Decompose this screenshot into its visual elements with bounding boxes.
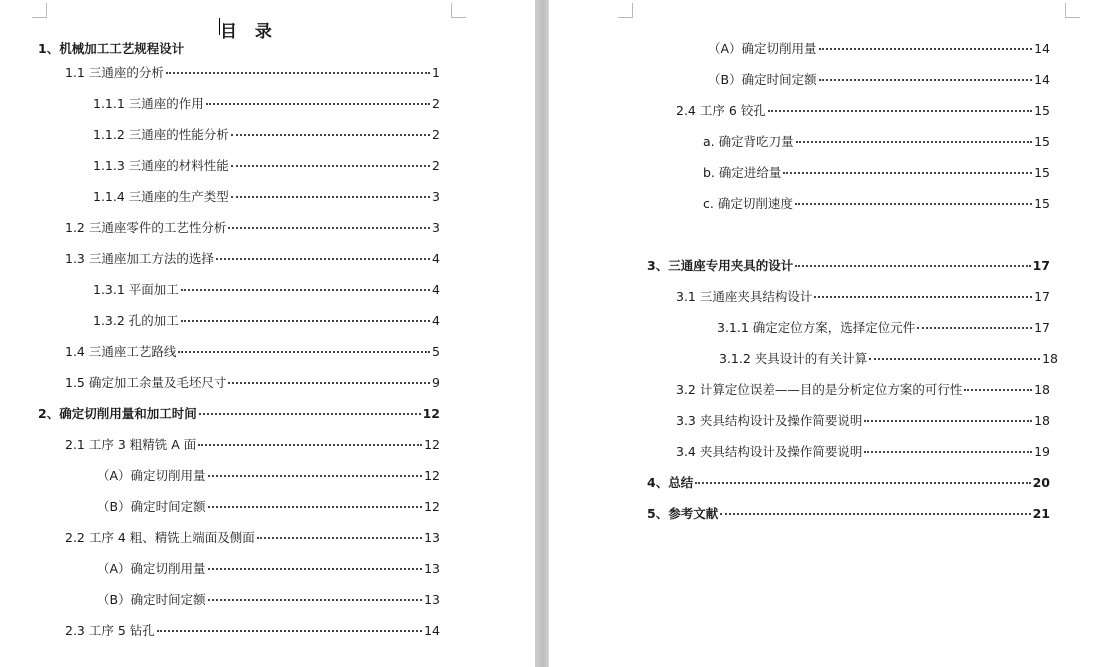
toc-entry-text: 1、机械加工工艺规程设计 [38, 41, 185, 56]
toc-page-number: 3 [432, 189, 440, 204]
toc-entry-text: b. 确定进给量 [703, 165, 782, 180]
toc-page-number: 4 [432, 313, 440, 328]
toc-entry[interactable] [38, 406, 440, 422]
toc-entry[interactable] [93, 313, 440, 329]
toc-entry[interactable] [703, 196, 1050, 212]
toc-page-number: 19 [1034, 444, 1050, 459]
toc-page-number: 13 [424, 530, 440, 545]
dot-leader [231, 196, 430, 198]
dot-leader [796, 141, 1032, 143]
dot-leader [216, 258, 430, 260]
dot-leader [166, 72, 430, 74]
dot-leader [917, 327, 1032, 329]
toc-entry-text: a. 确定背吃刀量 [703, 134, 794, 149]
toc-entry[interactable] [93, 96, 440, 112]
toc-page-number: 12 [424, 499, 440, 514]
toc-entry[interactable] [676, 289, 1050, 305]
toc-entry[interactable] [93, 189, 440, 205]
crop-mark-top-right [451, 3, 466, 18]
dot-leader [257, 537, 422, 539]
toc-entry-text: （A）确定切削用量 [97, 468, 206, 483]
toc-entry-text: 1.1.2 三通座的性能分析 [93, 127, 229, 142]
toc-page-number: 12 [424, 468, 440, 483]
toc-entry-text: 1.3.1 平面加工 [93, 282, 179, 297]
toc-page-number: 2 [432, 96, 440, 111]
dot-leader [231, 165, 430, 167]
dot-leader [178, 351, 430, 353]
toc-entry[interactable] [65, 375, 440, 391]
toc-entry[interactable] [93, 158, 440, 174]
dot-leader [199, 413, 421, 415]
toc-page-number: 14 [424, 623, 440, 638]
toc-entry-text: 3.3 夹具结构设计及操作简要说明 [676, 413, 863, 428]
toc-page-number: 4 [432, 251, 440, 266]
dot-leader [720, 513, 1030, 515]
toc-entry-text: （B）确定时间定额 [708, 72, 817, 87]
toc-entry[interactable] [65, 65, 440, 81]
dot-leader [783, 172, 1032, 174]
toc-entry[interactable] [708, 72, 1050, 88]
toc-entry-text: （B）确定时间定额 [97, 499, 206, 514]
toc-entry[interactable] [65, 530, 440, 546]
toc-entry-text: 1.3 三通座加工方法的选择 [65, 251, 214, 266]
toc-page-number: 15 [1034, 165, 1050, 180]
toc-page-number: 2 [432, 158, 440, 173]
dot-leader [819, 48, 1033, 50]
toc-page-number: 3 [432, 220, 440, 235]
toc-page-number: 14 [1034, 72, 1050, 87]
dot-leader [208, 599, 423, 601]
dot-leader [964, 389, 1032, 391]
toc-entry[interactable] [97, 468, 440, 484]
toc-entry[interactable] [93, 127, 440, 143]
toc-page-number: 12 [422, 406, 440, 421]
toc-entry-text: 1.1 三通座的分析 [65, 65, 164, 80]
dot-leader [228, 382, 430, 384]
toc-entry[interactable] [65, 220, 440, 236]
dot-leader [814, 296, 1032, 298]
toc-entry-text: （A）确定切削用量 [97, 561, 206, 576]
toc-entry-text: （A）确定切削用量 [708, 41, 817, 56]
toc-entry[interactable] [97, 592, 440, 608]
toc-entry-text: 3.4 夹具结构设计及操作简要说明 [676, 444, 863, 459]
dot-leader [157, 630, 422, 632]
toc-entry-text: 2、确定切削用量和加工时间 [38, 406, 197, 421]
dot-leader [864, 451, 1032, 453]
toc-entry[interactable] [65, 251, 440, 267]
dot-leader [819, 79, 1033, 81]
dot-leader [181, 289, 430, 291]
page-gap [535, 0, 549, 667]
toc-entry-text: 3.1.2 夹具设计的有关计算 [719, 351, 868, 366]
toc-entry[interactable] [717, 320, 1050, 336]
toc-entry[interactable] [647, 258, 1050, 274]
document-page-left [0, 0, 535, 667]
toc-entry[interactable] [65, 437, 440, 453]
dot-leader [181, 320, 430, 322]
toc-entry-text: c. 确定切削速度 [703, 196, 793, 211]
toc-entry[interactable] [93, 282, 440, 298]
toc-entry[interactable] [676, 413, 1050, 429]
toc-entry[interactable] [676, 444, 1050, 460]
dot-leader [208, 506, 423, 508]
toc-page-number: 17 [1034, 289, 1050, 304]
dot-leader [795, 203, 1032, 205]
dot-leader [198, 444, 422, 446]
toc-entry-text: 1.1.3 三通座的材料性能 [93, 158, 229, 173]
toc-entry-text: 1.1.1 三通座的作用 [93, 96, 204, 111]
toc-entry[interactable] [647, 475, 1050, 491]
toc-entry[interactable] [708, 41, 1050, 57]
crop-mark-top-left [618, 3, 633, 18]
dot-leader [795, 265, 1030, 267]
toc-entry-text: 3.2 计算定位误差——目的是分析定位方案的可行性 [676, 382, 963, 397]
crop-mark-top-right [1065, 3, 1080, 18]
toc-page-number: 1 [432, 65, 440, 80]
toc-page-number: 14 [1034, 41, 1050, 56]
toc-entry-text: 4、总结 [647, 475, 694, 490]
toc-entry-text: （B）确定时间定额 [97, 592, 206, 607]
toc-entry-text: 1.3.2 孔的加工 [93, 313, 179, 328]
toc-page-number: 15 [1034, 103, 1050, 118]
toc-entry-text: 2.4 工序 6 铰孔 [676, 103, 766, 118]
toc-page-number: 20 [1032, 475, 1050, 490]
toc-page-number: 2 [432, 127, 440, 142]
dot-leader [208, 475, 423, 477]
toc-entry[interactable] [676, 382, 1050, 398]
toc-title: 目 录 [220, 22, 278, 42]
toc-entry-text: 3、三通座专用夹具的设计 [647, 258, 794, 273]
toc-page-number: 13 [424, 592, 440, 607]
toc-entry-text: 1.2 三通座零件的工艺性分析 [65, 220, 227, 235]
dot-leader [206, 103, 430, 105]
toc-entry[interactable] [647, 506, 1050, 522]
toc-page-number: 15 [1034, 134, 1050, 149]
toc-entry-text: 2.3 工序 5 钻孔 [65, 623, 155, 638]
toc-entry[interactable] [97, 499, 440, 515]
dot-leader [208, 568, 423, 570]
toc-entry[interactable] [676, 103, 1050, 119]
toc-page-number: 18 [1034, 382, 1050, 397]
dot-leader [864, 420, 1032, 422]
toc-entry-text: 5、参考文献 [647, 506, 719, 521]
toc-page-number: 17 [1032, 258, 1050, 273]
toc-entry-text: 1.1.4 三通座的生产类型 [93, 189, 229, 204]
toc-page-number: 9 [432, 375, 440, 390]
toc-entry[interactable] [65, 344, 440, 360]
toc-page-number: 13 [424, 561, 440, 576]
toc-page-number: 12 [424, 437, 440, 452]
dot-leader [695, 482, 1030, 484]
toc-entry-text: 2.2 工序 4 粗、精铣上端面及侧面 [65, 530, 255, 545]
dot-leader [768, 110, 1032, 112]
toc-page-number: 15 [1034, 196, 1050, 211]
toc-page-number: 18 [1034, 413, 1050, 428]
dot-leader [869, 358, 1040, 360]
toc-entry[interactable] [97, 561, 440, 577]
toc-entry-text: 1.4 三通座工艺路线 [65, 344, 177, 359]
toc-entry[interactable] [703, 134, 1050, 150]
crop-mark-top-left [32, 3, 47, 18]
toc-entry[interactable] [719, 351, 1058, 367]
toc-entry-text: 2.1 工序 3 粗精铣 A 面 [65, 437, 197, 452]
toc-entry[interactable] [38, 41, 218, 57]
toc-page-number: 5 [432, 344, 440, 359]
toc-entry[interactable] [703, 165, 1050, 181]
dot-leader [231, 134, 430, 136]
toc-page-number: 4 [432, 282, 440, 297]
toc-page-number: 17 [1034, 320, 1050, 335]
toc-entry[interactable] [65, 623, 440, 639]
toc-entry-text: 3.1.1 确定定位方案，选择定位元件 [717, 320, 916, 335]
toc-page-number: 18 [1042, 351, 1058, 366]
dot-leader [228, 227, 430, 229]
toc-page-number: 21 [1032, 506, 1050, 521]
document-page-right [549, 0, 1098, 667]
toc-entry-text: 1.5 确定加工余量及毛坯尺寸 [65, 375, 227, 390]
toc-entry-text: 3.1 三通座夹具结构设计 [676, 289, 813, 304]
